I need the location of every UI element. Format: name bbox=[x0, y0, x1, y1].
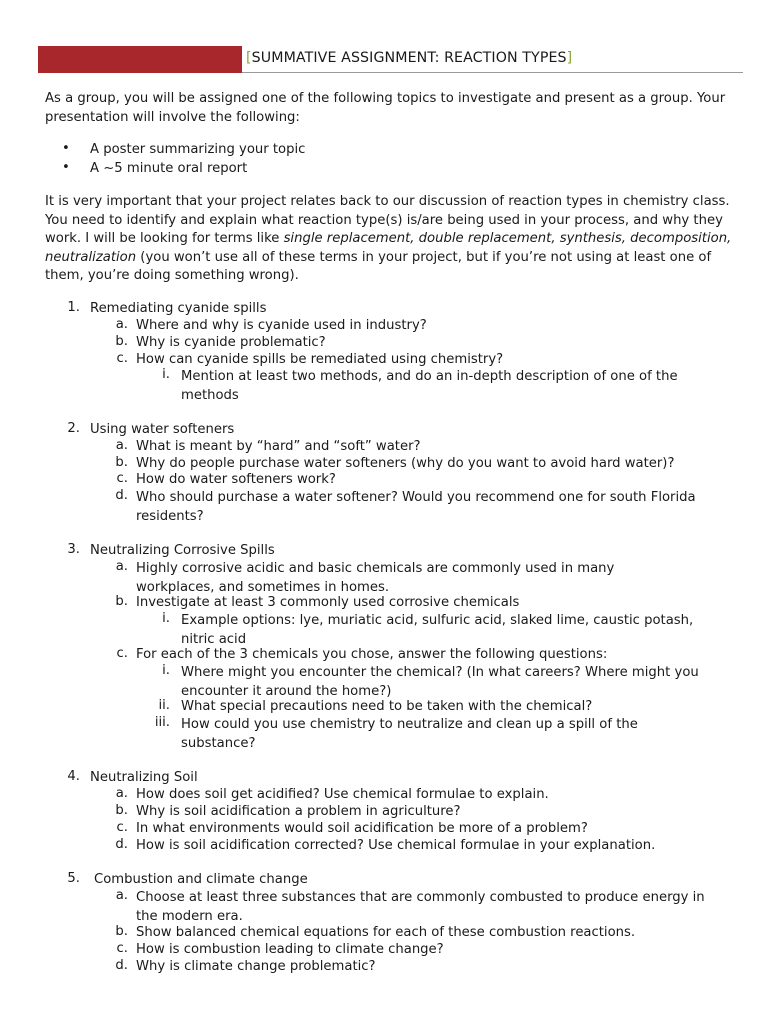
item-marker: b. bbox=[115, 803, 128, 818]
item-marker: a. bbox=[115, 317, 128, 332]
reaction-terms: single replacement, double replacement, synthesis, decomposition, neutralization bbox=[45, 231, 732, 265]
topic-number: 1. bbox=[67, 300, 80, 315]
item-marker: a. bbox=[115, 888, 128, 903]
header-accent-bar bbox=[38, 46, 242, 73]
subitem-marker: i. bbox=[162, 367, 170, 382]
bullet-marker: • bbox=[62, 141, 70, 156]
item-marker: d. bbox=[115, 958, 128, 973]
item-marker: a. bbox=[115, 438, 128, 453]
topic-item: What is meant by “hard” and “soft” water? bbox=[136, 439, 421, 454]
item-marker: b. bbox=[115, 455, 128, 470]
subitem-marker: ii. bbox=[158, 698, 170, 713]
requirements-text-2: (you won’t use all of these terms in your project, but if you’re not using at least one of them, you’re doing something wrong). bbox=[45, 249, 712, 283]
topic-item: Highly corrosive acidic and basic chemicals are commonly used in many workplaces, and sometimes in homes. bbox=[136, 561, 615, 595]
topic-subitem: What special precautions need to be taken with the chemical? bbox=[181, 699, 593, 714]
topic-title: Combustion and climate change bbox=[94, 872, 308, 887]
topic-item: How can cyanide spills be remediated using chemistry? bbox=[136, 352, 504, 367]
item-marker: d. bbox=[115, 837, 128, 852]
topic-title: Remediating cyanide spills bbox=[90, 301, 267, 316]
topic-title: Neutralizing Soil bbox=[90, 770, 198, 785]
topic-item: Who should purchase a water softener? Would you recommend one for south Florida residents? bbox=[136, 490, 696, 524]
topic-item: Why do people purchase water softeners (why do you want to avoid hard water)? bbox=[136, 456, 675, 471]
item-marker: b. bbox=[115, 594, 128, 609]
topic-item: Where and why is cyanide used in industry? bbox=[136, 318, 427, 333]
topic-item: How do water softeners work? bbox=[136, 472, 336, 487]
topic-item: In what environments would soil acidification be more of a problem? bbox=[136, 821, 588, 836]
topic-title: Neutralizing Corrosive Spills bbox=[90, 543, 275, 558]
bullet-item: A ~5 minute oral report bbox=[90, 161, 248, 176]
topic-subitem: Where might you encounter the chemical? (In what careers? Where might you encounter it around the home?) bbox=[181, 665, 699, 699]
item-marker: c. bbox=[116, 941, 128, 956]
topic-number: 4. bbox=[67, 769, 80, 784]
topic-item: Why is soil acidification a problem in agriculture? bbox=[136, 804, 461, 819]
header-rule bbox=[242, 72, 743, 73]
item-marker: c. bbox=[116, 471, 128, 486]
item-marker: a. bbox=[115, 559, 128, 574]
topic-item: Why is cyanide problematic? bbox=[136, 335, 326, 350]
title-bracket-close: ] bbox=[566, 50, 573, 66]
item-marker: d. bbox=[115, 488, 128, 503]
topic-number: 2. bbox=[67, 421, 80, 436]
topic-item: Choose at least three substances that are commonly combusted to produce energy in the modern era. bbox=[136, 890, 705, 924]
requirements-text-1: It is very important that your project relates back to our discussion of reaction types in chemistry class. You need to identify and explain what reaction type(s) is/are being used in your process, and why they work. I will be looking for terms like bbox=[45, 194, 730, 246]
subitem-marker: iii. bbox=[154, 715, 170, 730]
topic-item: Investigate at least 3 commonly used corrosive chemicals bbox=[136, 595, 520, 610]
item-marker: b. bbox=[115, 924, 128, 939]
topic-subitem: Mention at least two methods, and do an in-depth description of one of the methods bbox=[181, 369, 678, 403]
topic-title: Using water softeners bbox=[90, 422, 235, 437]
topic-item: Show balanced chemical equations for each of these combustion reactions. bbox=[136, 925, 636, 940]
topic-item: How is soil acidification corrected? Use chemical formulae in your explanation. bbox=[136, 838, 656, 853]
topic-item: How does soil get acidified? Use chemical formulae to explain. bbox=[136, 787, 549, 802]
item-marker: c. bbox=[116, 820, 128, 835]
topic-number: 3. bbox=[67, 542, 80, 557]
bullet-item: A poster summarizing your topic bbox=[90, 142, 306, 157]
topic-subitem: Example options: lye, muriatic acid, sulfuric acid, slaked lime, caustic potash, nitric acid bbox=[181, 613, 694, 647]
topic-number: 5. bbox=[67, 871, 80, 886]
bullet-marker: • bbox=[62, 160, 70, 175]
requirements-paragraph bbox=[45, 193, 735, 286]
item-marker: a. bbox=[115, 786, 128, 801]
topic-item: How is combustion leading to climate change? bbox=[136, 942, 444, 957]
topic-subitem: How could you use chemistry to neutralize and clean up a spill of the substance? bbox=[181, 717, 638, 751]
subitem-marker: i. bbox=[162, 611, 170, 626]
subitem-marker: i. bbox=[162, 663, 170, 678]
document-title bbox=[246, 50, 572, 66]
title-text: SUMMATIVE ASSIGNMENT: REACTION TYPES bbox=[251, 50, 567, 66]
intro-paragraph: As a group, you will be assigned one of the following topics to investigate and present as a group. Your presentation will involve the following: bbox=[45, 91, 726, 125]
topic-item: Why is climate change problematic? bbox=[136, 959, 376, 974]
item-marker: b. bbox=[115, 334, 128, 349]
topic-item: For each of the 3 chemicals you chose, answer the following questions: bbox=[136, 647, 608, 662]
item-marker: c. bbox=[116, 646, 128, 661]
item-marker: c. bbox=[116, 351, 128, 366]
title-bracket-open: [ bbox=[246, 50, 252, 66]
